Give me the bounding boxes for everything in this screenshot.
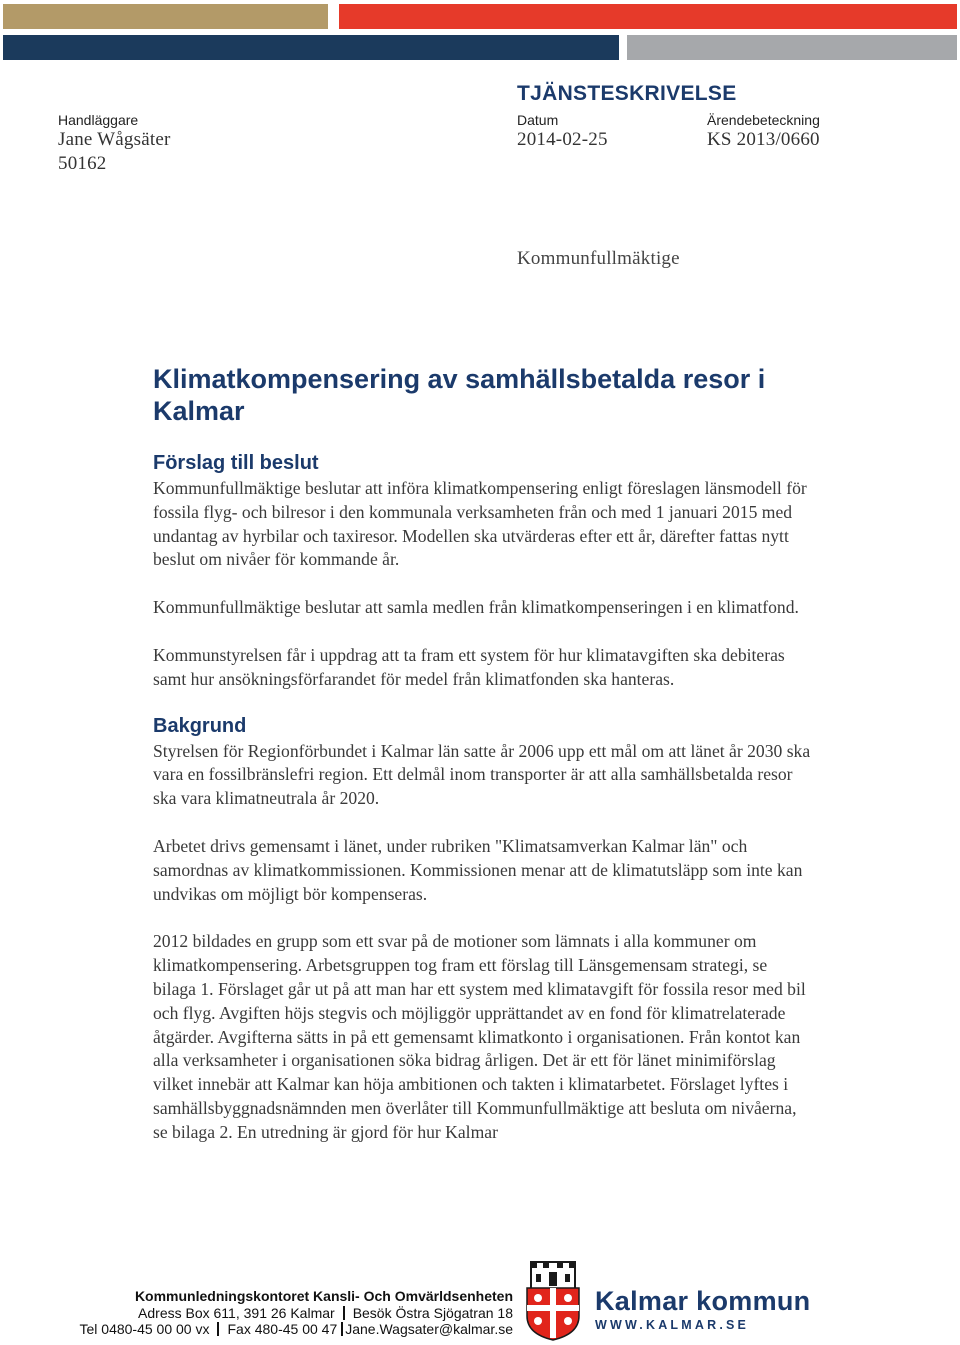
divider bbox=[217, 1322, 219, 1336]
top-bar-gold bbox=[3, 4, 328, 29]
paragraph: Arbetet drivs gemensamt i länet, under rubriken "Klimatsamverkan Kalmar län" och samordnas av klimatkommissionen. Kommissionen menar att de klimatutsläpp som inte kan undvikas om möjligt bör kompenseras. bbox=[153, 835, 803, 904]
second-bar-navy bbox=[3, 35, 619, 60]
arende-label: Ärendebeteckning bbox=[707, 112, 820, 128]
paragraph: Styrelsen för Regionförbundet i Kalmar län satte år 2006 upp ett mål om att länet år 2030 ska vara en fossilbränslefri region. Ett delmål inom transporter är att alla samhällsbetalda resor ska vara klimatneutrala år 2020. bbox=[153, 740, 811, 809]
section-heading-bakgrund: Bakgrund bbox=[153, 714, 247, 737]
brand-name: Kalmar kommun bbox=[595, 1286, 811, 1316]
footer-address: Adress Box 611, 391 26 Kalmar bbox=[138, 1304, 335, 1321]
paragraph: Kommunstyrelsen får i uppdrag att ta fram ett system för hur klimatavgiften ska debiteras samt hur ansökningsförfarandet för medel från klimatfonden ska hanteras. bbox=[153, 644, 785, 689]
brand-website[interactable]: WWW.KALMAR.SE bbox=[595, 1318, 750, 1332]
footer-contact bbox=[80, 1288, 514, 1338]
handlaggare-phone: 50162 bbox=[58, 153, 107, 174]
footer-email[interactable]: Jane.Wagsater@kalmar.se bbox=[345, 1321, 513, 1337]
kalmar-crest-icon bbox=[523, 1258, 583, 1342]
datum-value: 2014-02-25 bbox=[517, 129, 608, 150]
datum-label: Datum bbox=[517, 112, 559, 128]
footer-tel: Tel 0480-45 00 00 vx bbox=[79, 1321, 210, 1337]
recipient: Kommunfullmäktige bbox=[517, 248, 680, 269]
second-bar-gray bbox=[627, 35, 957, 60]
paragraph: Kommunfullmäktige beslutar att samla medlen från klimatkompenseringen i en klimatfond. bbox=[153, 597, 799, 618]
footer-visit: Besök Östra Sjögatran 18 bbox=[352, 1304, 513, 1321]
brand-wordmark bbox=[595, 1286, 810, 1332]
section-heading-forslag: Förslag till beslut bbox=[153, 452, 319, 474]
divider bbox=[343, 1306, 345, 1320]
paragraph: Kommunfullmäktige beslutar att införa klimatkompensering enligt föreslagen länsmodell för fossila flyg- och bilresor i den kommunala verksamheten från och med 1 januari 2015 med undantag av hyrbilar och taxiresor. Modellen ska utvärderas efter ett år, därefter fattas nytt beslut om nivåer för kommande år. bbox=[153, 478, 807, 570]
top-bar-red bbox=[339, 4, 957, 29]
document-type: TJÄNSTESKRIVELSE bbox=[517, 82, 737, 105]
footer-contact-line bbox=[80, 1321, 514, 1338]
divider bbox=[341, 1322, 343, 1336]
arende-value: KS 2013/0660 bbox=[707, 129, 820, 150]
footer-address-line bbox=[80, 1305, 514, 1322]
handlaggare-label: Handläggare bbox=[58, 112, 139, 128]
footer-org: Kommunledningskontoret Kansli- Och Omvärldsenheten bbox=[134, 1288, 513, 1304]
document-title: Klimatkompensering av samhällsbetalda resor i Kalmar bbox=[153, 364, 766, 426]
handlaggare-name: Jane Wågsäter bbox=[58, 129, 171, 150]
footer-fax: Fax 480-45 00 47 bbox=[227, 1321, 338, 1337]
document-body bbox=[153, 363, 813, 1169]
paragraph: 2012 bildades en grupp som ett svar på de motioner som lämnats i alla kommuner om klimatkompensering. Arbetsgruppen tog fram ett förslag till Länsgemensam strategi, se bilaga 1. Förslaget går ut på att man har ett system med klimatavgift för fossila resor med bil och flyg. Avgiften höjs stegvis och möjliggör upprättandet av en fond för klimatrelaterade åtgärder. Avgifterna sätts in på ett gemensamt klimatkonto i organisationen. Från kontot kan alla verksamheter i organisationen söka bidrag årligen. Det är ett för länet minimiförslag vilket innebär att Kalmar kan höja ambitionen och takten i klimatarbetet. Förslaget lyftes i samhällsbyggnadsnämnden men överlåter till Kommunfullmäktige att besluta om nivåerna, se bilaga 2. En utredning är gjord för hur Kalmar bbox=[153, 931, 806, 1142]
